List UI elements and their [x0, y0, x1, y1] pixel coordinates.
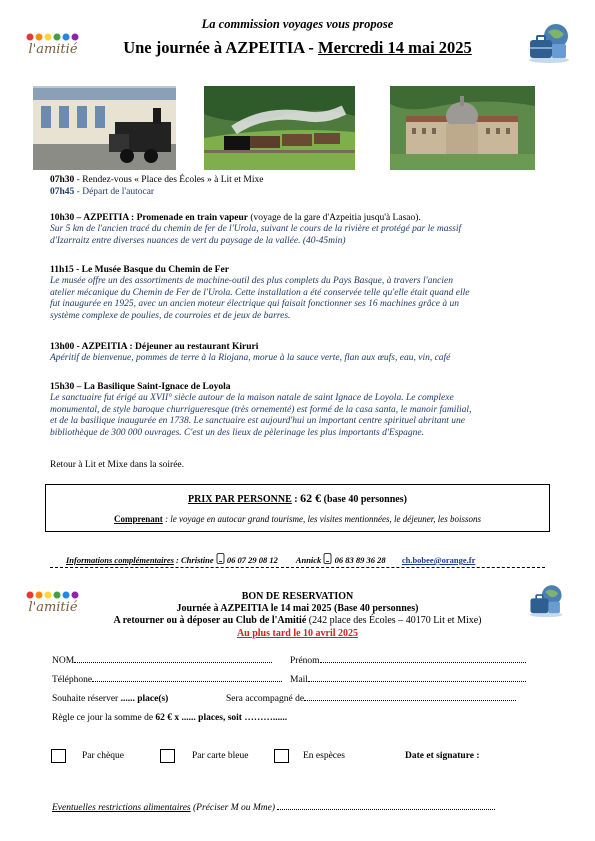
especes-label: En espèces	[303, 751, 345, 761]
reservation-title: BON DE RESERVATION	[241, 591, 354, 602]
cut-line-divider	[50, 567, 545, 568]
people-icon	[26, 32, 80, 42]
comprenant-line	[45, 514, 550, 524]
depart-line	[50, 187, 154, 198]
restrictions-note: (Préciser M ou Mme)	[190, 803, 276, 813]
regle-amount[interactable]: 62 € x ...... places, soit ………......	[155, 713, 288, 723]
section-basilica	[50, 382, 570, 439]
section-museum-text-3: fut inaugurée en 1925, avec un ancien moteur électrique qui faisait fonctionner ses 16 machines grâce à un	[50, 299, 459, 310]
souhaite-places: place(s)	[134, 694, 169, 704]
reservation-line-2	[0, 615, 595, 626]
contact-name-2: Annick	[295, 555, 324, 565]
section-basilica-text-3: et de la basilique inaugurée en 1738. Le sanctuaire est aujourd'hui un important centre spirituel abritant une	[50, 416, 465, 427]
contact-name-1: : Christine	[173, 555, 216, 565]
regle-label: Règle ce jour la somme de	[52, 713, 156, 723]
section-train	[50, 213, 570, 247]
title-main: Une journée à AZPEITIA -	[123, 38, 318, 57]
section-train-title: 10h30 – AZPEITIA : Promenade en train vapeur	[50, 213, 249, 223]
suitcase-globe-icon	[526, 20, 572, 64]
prenom-label: Prénom	[290, 656, 320, 666]
restrictions-field[interactable]	[277, 809, 495, 810]
depart-text: - Départ de l'autocar	[74, 187, 155, 197]
mail-row	[290, 675, 526, 685]
title-date: Mercredi 14 mai 2025	[318, 38, 472, 57]
mail-label: Mail	[290, 675, 308, 685]
section-museum-title: 11h15 - Le Musée Basque du Chemin de Fer	[50, 265, 229, 275]
price-line	[45, 491, 550, 506]
price-base: (base 40 personnes)	[321, 494, 407, 505]
basilica-loyola-photo	[390, 86, 535, 170]
date-signature-label: Date et signature :	[405, 751, 480, 761]
rdv-text: - Rendez-vous « Place des Écoles » à Lit et Mixe	[74, 175, 264, 185]
souhaite-row	[52, 694, 168, 704]
accompagne-field[interactable]	[304, 700, 516, 701]
accompagne-label: Sera accompagné de	[226, 694, 305, 704]
page-title	[0, 38, 595, 58]
phone-icon	[216, 553, 225, 564]
reservation-address: (242 place des Écoles – 40170 Lit et Mixe)	[306, 615, 482, 626]
contact-email-link[interactable]: ch.bobee@orange.fr	[401, 555, 476, 565]
phone-icon	[323, 553, 332, 564]
section-museum	[50, 265, 570, 322]
nom-label: NOM	[52, 656, 75, 666]
carte-label: Par carte bleue	[192, 751, 249, 761]
station-train-photo	[33, 86, 176, 170]
section-lunch-title: 13h00 - AZPEITIA : Déjeuner au restaurant Kiruri	[50, 342, 259, 352]
amitie-logo	[20, 30, 86, 66]
section-basilica-title: 15h30 – La Basilique Saint-Ignace de Loyola	[50, 382, 231, 392]
mail-field[interactable]	[308, 681, 526, 682]
contact-line	[66, 553, 475, 565]
restrictions-label: Eventuelles restrictions alimentaires	[52, 803, 191, 813]
depart-time: 07h45	[50, 187, 75, 197]
retour-text: Retour à Lit et Mixe dans la soirée.	[50, 460, 185, 470]
reservation-deadline: Au plus tard le 10 avril 2025	[236, 628, 359, 639]
contact-phone-1: 06 07 29 08 12	[226, 555, 278, 565]
price-sep: :	[291, 494, 301, 505]
reservation-club: A retourner ou à déposer au Club de l'Amitié	[113, 615, 307, 626]
section-lunch-text: Apéritif de bienvenue, pommes de terre à la Riojana, morue à la sauce verte, flan aux œufs, eau, vin, café	[50, 353, 451, 364]
price-amount: 62 €	[300, 491, 322, 505]
section-basilica-text-1: Le sanctuaire fut érigé au XVII° siècle autour de la maison natale de saint Ignace de Loyola. Le complexe	[50, 393, 454, 404]
cheque-checkbox[interactable]	[51, 749, 66, 763]
telephone-label: Téléphone	[52, 675, 93, 685]
logo-text-bottom: l'amitié	[28, 600, 78, 615]
nom-field[interactable]	[74, 662, 272, 663]
rdv-line	[50, 175, 263, 186]
header-subtitle: La commission voyages vous propose	[201, 17, 394, 31]
section-museum-text-4: système complexe de poulies, de courroies et de jeux de barres.	[50, 310, 291, 321]
section-train-text-1: Sur 5 km de l'ancien tracé du chemin de fer de l'Urola, suivant le cours de la rivière et protégé par le massif	[50, 224, 462, 235]
logo-text: l'amitié	[28, 42, 78, 57]
prenom-row	[290, 656, 526, 666]
comprenant-label: Comprenant	[113, 514, 163, 524]
section-lunch	[50, 342, 570, 365]
telephone-row	[52, 675, 282, 685]
section-museum-text-2: atelier mécanique du Chemin de Fer de l'Urola. Cette installation a été conservée telle qu'elle était quand elle	[50, 287, 470, 298]
carte-checkbox[interactable]	[160, 749, 175, 763]
accompagne-row	[226, 694, 516, 704]
nom-row	[52, 656, 272, 666]
comprenant-text: : le voyage en autocar grand tourisme, les visites mentionnées, le déjeuner, les boissons	[162, 514, 482, 524]
restrictions-row	[52, 803, 495, 813]
section-museum-text-1: Le musée offre un des assortiments de machine-outil des plus complets du Pays Basque, à travers l'ancien	[50, 276, 453, 287]
rdv-time: 07h30	[50, 175, 75, 185]
reservation-line-1: Journée à AZPEITIA le 14 mai 2025 (Base 40 personnes)	[176, 603, 419, 614]
section-train-text-2: d'Izarraitz entre diverses nuances de vert du paysage de la vallée. (40-45min)	[50, 235, 346, 246]
cheque-label: Par chèque	[82, 751, 124, 761]
contact-label: Informations complémentaires	[66, 555, 174, 565]
souhaite-dots[interactable]: ......	[120, 694, 135, 704]
price-label: PRIX PAR PERSONNE	[188, 494, 292, 505]
contact-phone-2: 06 83 89 36 28	[334, 555, 386, 565]
steam-train-valley-photo	[204, 86, 355, 170]
prenom-field[interactable]	[320, 662, 526, 663]
section-basilica-text-4: bibliothèque de 300 000 ouvrages. C'est un des lieux de pèlerinage les plus importants d'Espagne.	[50, 427, 424, 438]
section-train-note: (voyage de la gare d'Azpeitia jusqu'à Lasao).	[248, 213, 421, 223]
especes-checkbox[interactable]	[274, 749, 289, 763]
regle-row	[52, 713, 287, 723]
section-basilica-text-2: monumental, de style baroque churrigueresque (très ornementé) est formé de la casa santa, le manoir familial,	[50, 404, 472, 415]
souhaite-label: Souhaite réserver	[52, 694, 121, 704]
telephone-field[interactable]	[92, 681, 282, 682]
